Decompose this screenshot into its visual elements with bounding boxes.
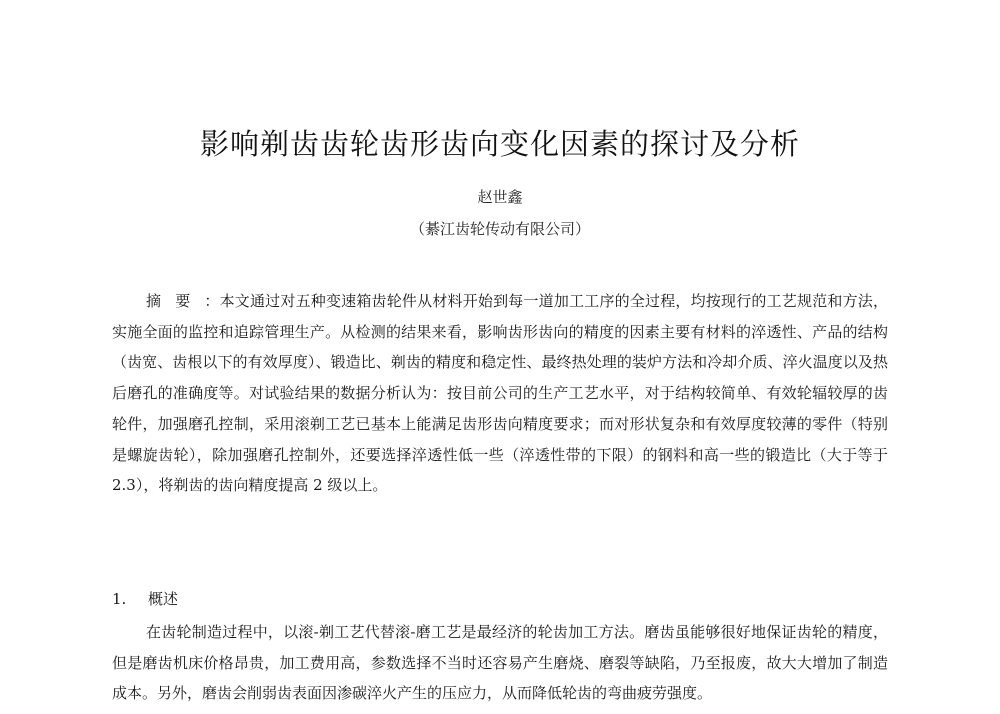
section-1-title: 概述 (148, 590, 179, 608)
abstract-colon: ： (204, 292, 220, 310)
author-affiliation: （綦江齿轮传动有限公司） (409, 220, 590, 238)
author-name: 赵世鑫 (477, 188, 523, 206)
section-1-heading (112, 588, 178, 609)
abstract-paragraph (112, 286, 888, 501)
section-1-number: 1. (112, 590, 127, 608)
abstract-text: 本文通过对五种变速箱齿轮件从材料开始到每一道加工工序的全过程，均按现行的工艺规范和方法，实施全面的监控和追踪管理生产。从检测的结果来看，影响齿形齿向的精度的因素主要有材料的淬透性、产品的结构（齿宽、齿根以下的有效厚度）、锻造比、剃齿的精度和稳定性、最终热处理的装炉方法和冷却介质、淬火温度以及热后磨孔的准确度等。对试验结果的数据分析认为：按目前公司的生产工艺水平，对于结构较简单、有效轮辐较厚的齿轮件，加强磨孔控制，采用滚剃工艺已基本上能满足齿形齿向精度要求；而对形状复杂和有效厚度较薄的零件（特别是螺旋齿轮），除加强磨孔控制外，还要选择淬透性低一些（淬透性带的下限）的钢料和高一些的锻造比（大于等于 2.3），将剃齿的齿向精度提高 2 级以上。 (112, 292, 888, 495)
section-1-paragraph: 在齿轮制造过程中，以滚-剃工艺代替滚-磨工艺是最经济的轮齿加工方法。磨齿虽能够很好地保证齿轮的精度，但是磨齿机床价格昂贵，加工费用高，参数选择不当时还容易产生磨烧、磨裂等缺陷，乃至报废，故大大增加了制造成本。另外，磨齿会削弱齿表面因渗碳淬火产生的压应力，从而降低轮齿的弯曲疲劳强度。 (112, 623, 888, 703)
abstract-label: 摘要 (146, 292, 205, 310)
paper-title: 影响剃齿齿轮齿形齿向变化因素的探讨及分析 (199, 127, 800, 161)
